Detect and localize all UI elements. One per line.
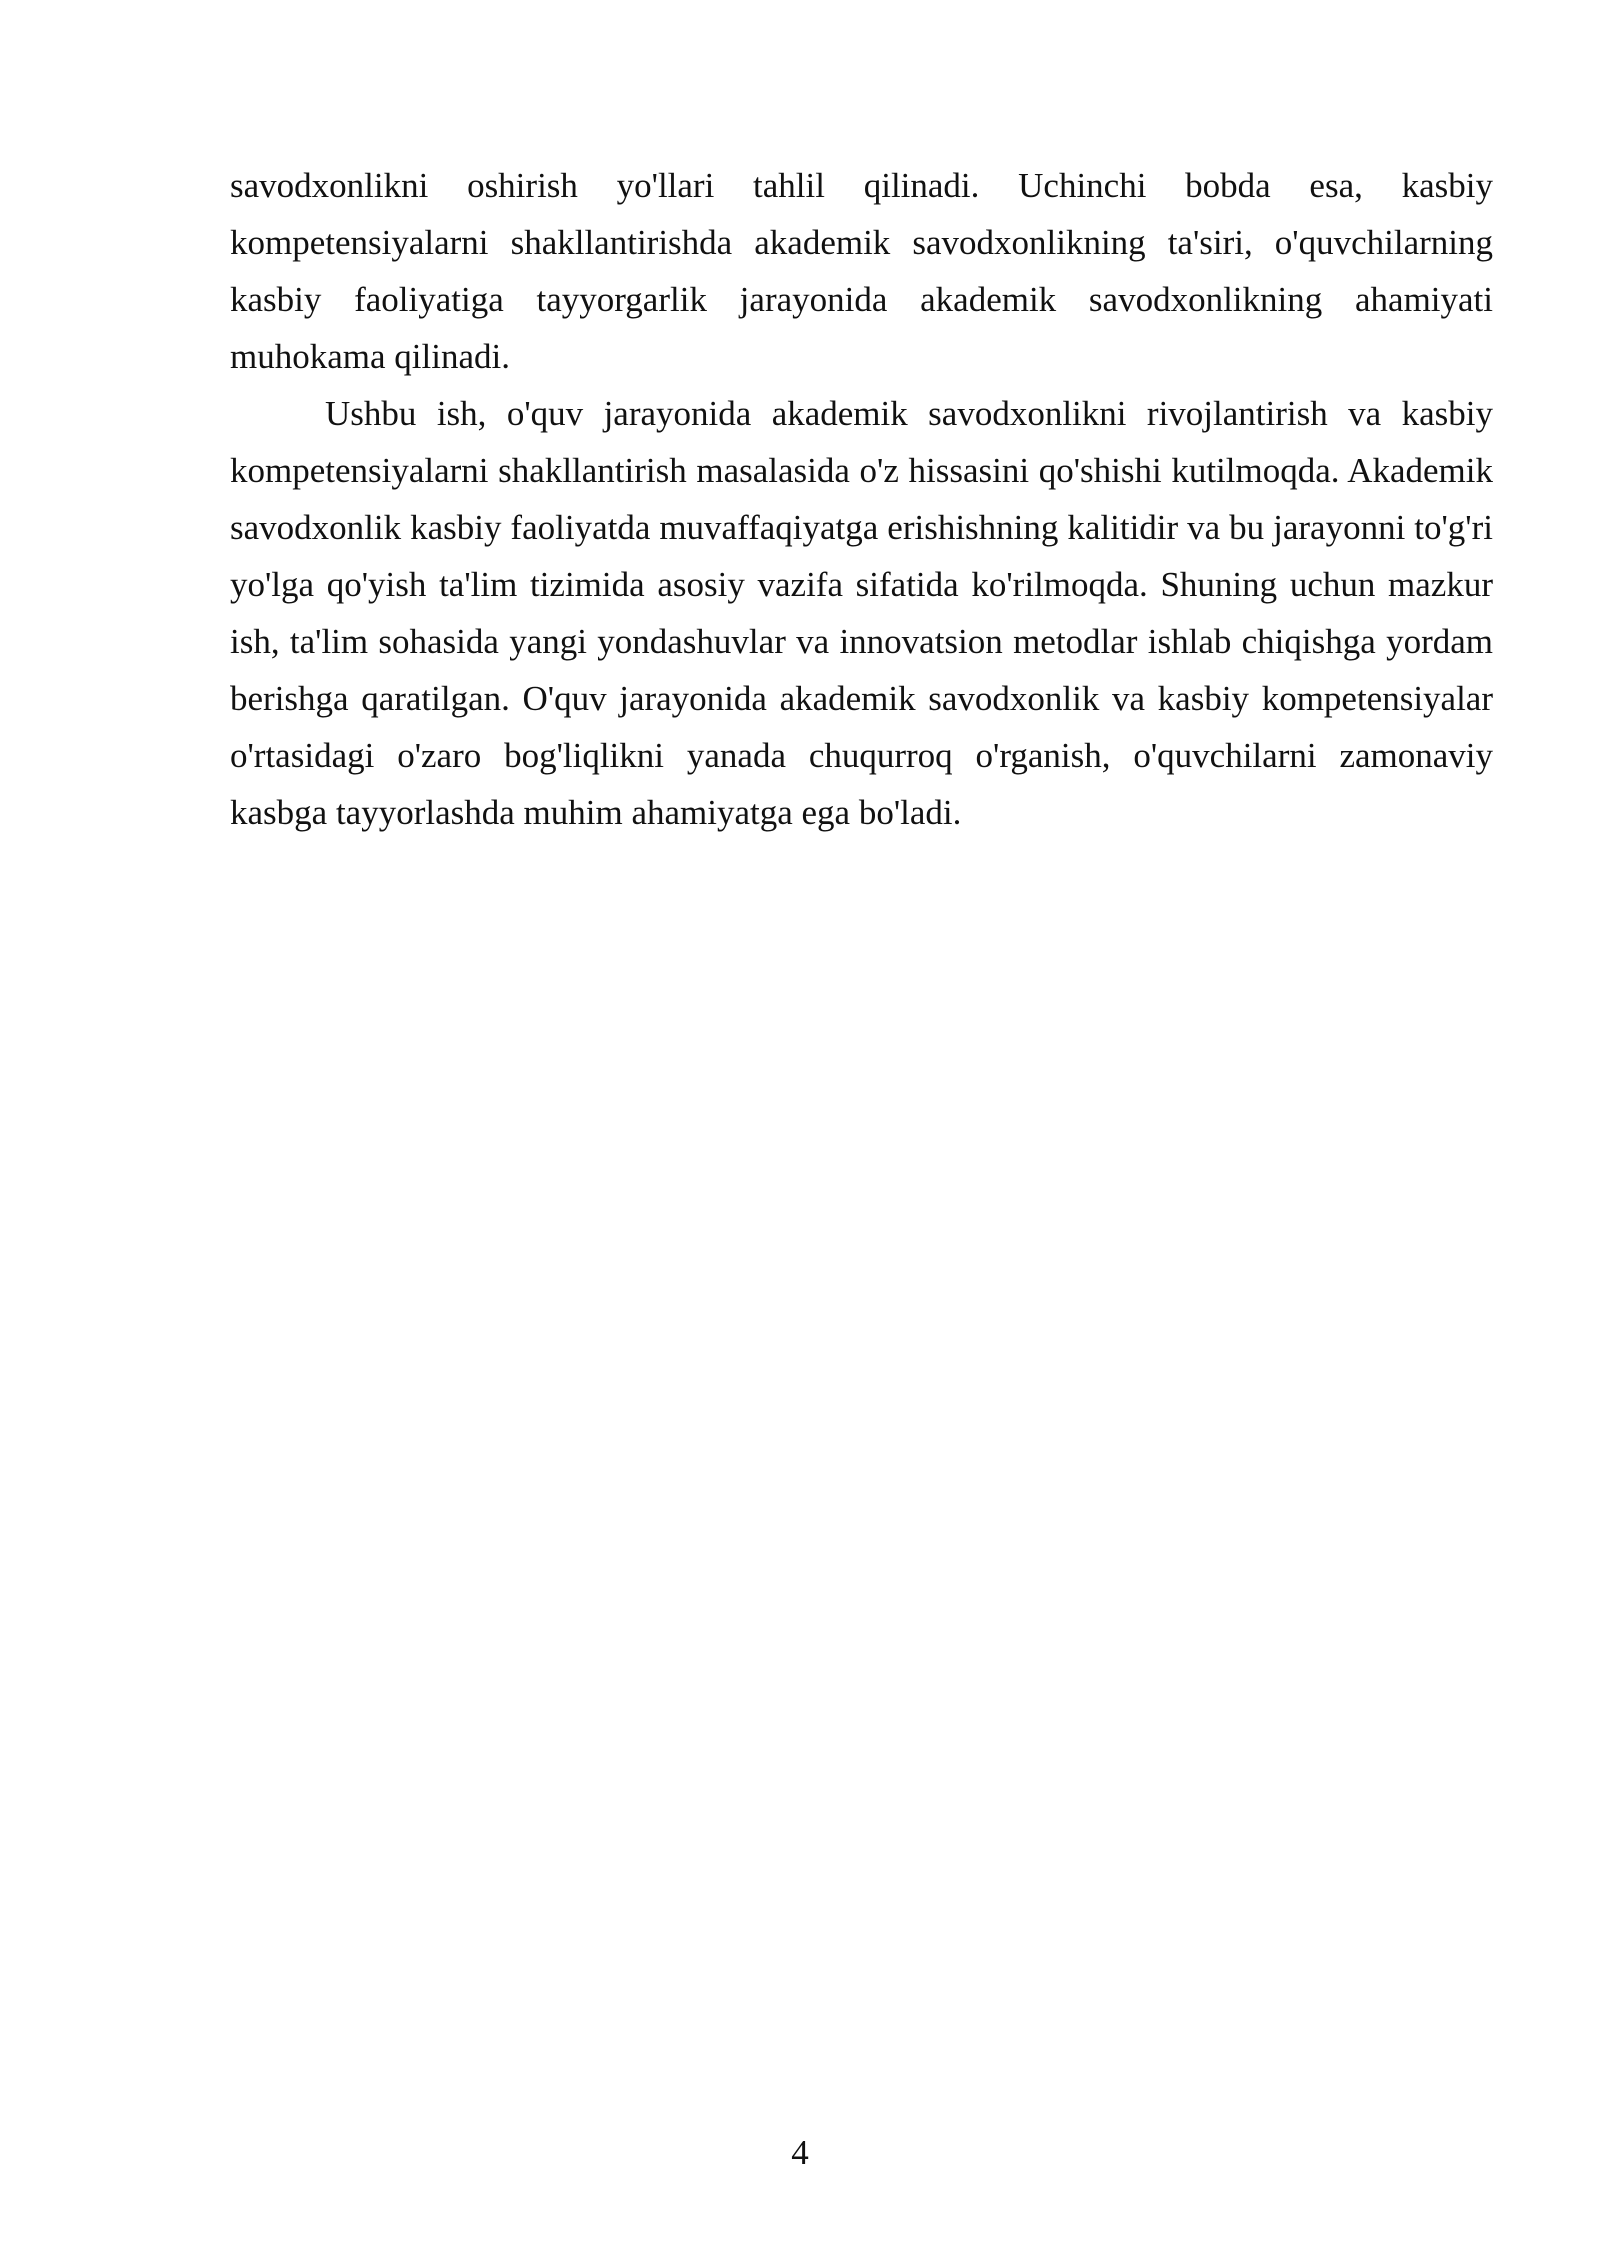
body-text xyxy=(230,157,1493,841)
paragraph-main: Ushbu ish, o'quv jarayonida akademik savodxonlikni rivojlantirish va kasbiy kompetensiyalarni shakllantirish masalasida o'z hissasini qo'shishi kutilmoqda. Akademik savodxonlik kasbiy faoliyatda muvaffaqiyatga erishishning kalitidir va bu jarayonni to'g'ri yo'lga qo'yish ta'lim tizimida asosiy vazifa sifatida ko'rilmoqda. Shuning uchun mazkur ish, ta'lim sohasida yangi yondashuvlar va innovatsion metodlar ishlab chiqishga yordam berishga qaratilgan. O'quv jarayonida akademik savodxonlik va kasbiy kompetensiyalar o'rtasidagi o'zaro bog'liqlikni yanada chuqurroq o'rganish, o'quvchilarni zamonaviy kasbga tayyorlashda muhim ahamiyatga ega bo'ladi. xyxy=(230,394,1493,832)
paragraph-continuation: savodxonlikni oshirish yo'llari tahlil qilinadi. Uchinchi bobda esa, kasbiy kompetensiyalarni shakllantirishda akademik savodxonlikning ta'siri, o'quvchilarning kasbiy faoliyatiga tayyorgarlik jarayonida akademik savodxonlikning ahamiyati muhokama qilinadi. xyxy=(230,166,1493,376)
page-number: 4 xyxy=(791,2133,809,2172)
